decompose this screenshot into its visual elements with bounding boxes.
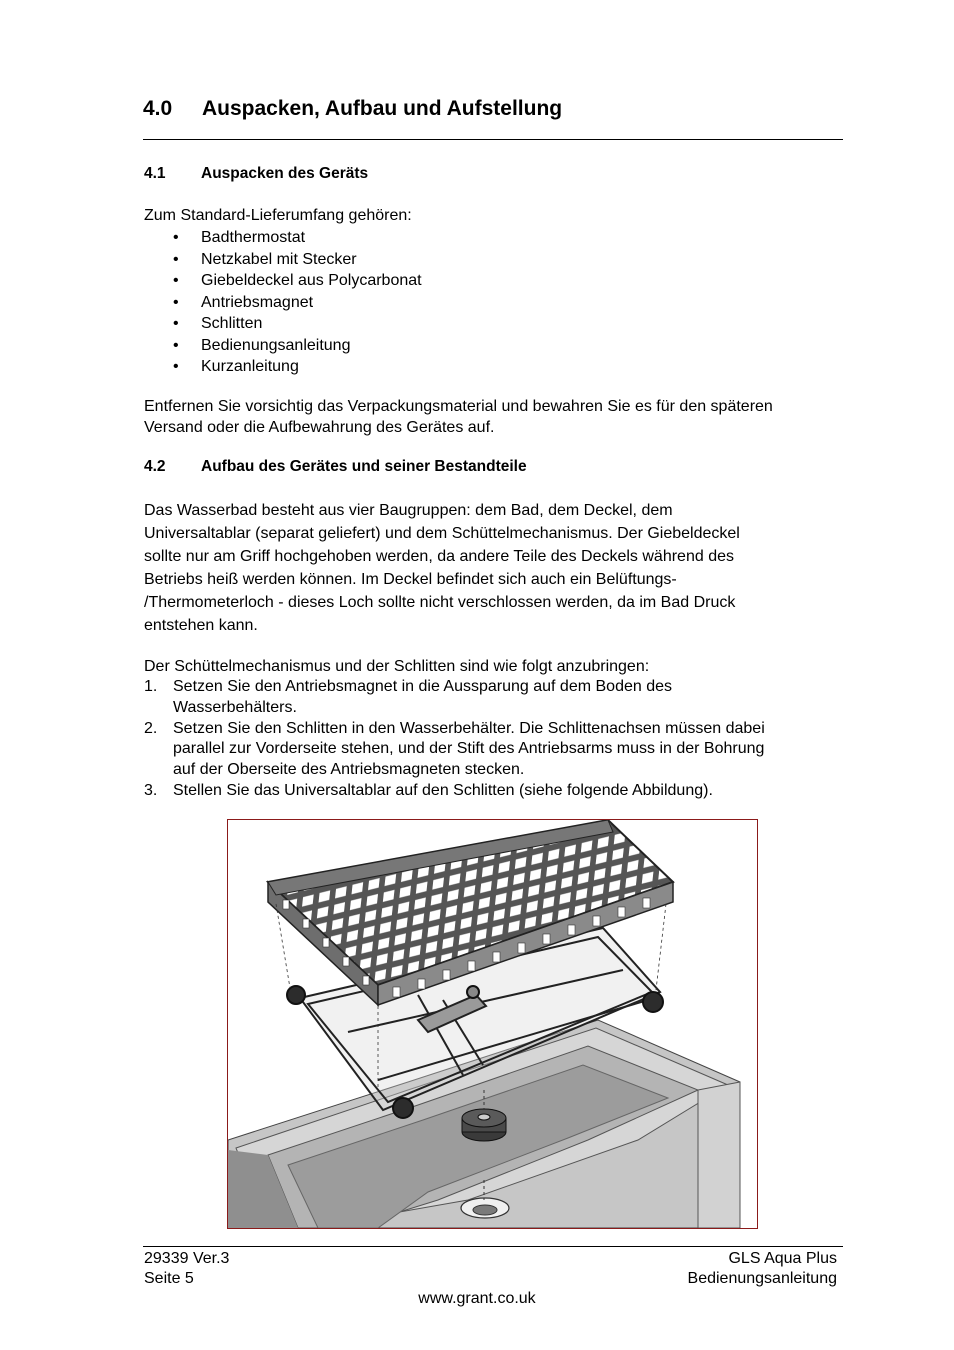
list-item: • Antriebsmagnet [173,293,314,311]
unpack-note: Entfernen Sie vorsichtig das Verpackungsmaterial und bewahren Sie es für den späteren Versand oder die Aufbewahrung des Gerätes auf. [144,398,773,436]
assembly-illustration [227,819,758,1229]
list-item: • Badthermostat [173,229,306,246]
section-number: 4.1 [144,165,166,182]
step-item: 3. Stellen Sie das Universaltablar auf den Schlitten (siehe folgende Abbildung). [144,781,713,799]
section-heading-4-1 [144,165,368,183]
chapter-number: 4.0 [143,97,173,120]
section-heading-4-2 [144,458,527,476]
steps-intro: Der Schüttelmechanismus und der Schlitten sind wie folgt anzubringen: [144,658,650,675]
step-item: 1. Setzen Sie den Antriebsmagnet in die Aussparung auf dem Boden des Wasserbehälters. [144,678,673,716]
scope-intro: Zum Standard-Lieferumfang gehören: [144,207,412,224]
assembly-steps [144,677,853,802]
footer-rule [143,1246,843,1247]
section-title: Aufbau des Gerätes und seiner Bestandteile [201,458,527,475]
chapter-heading [143,97,562,121]
list-item: • Giebeldeckel aus Polycarbonat [173,272,422,289]
assembly-paragraph: Das Wasserbad besteht aus vier Baugruppen: dem Bad, dem Deckel, dem Universaltablar (separat geliefert) und dem Schüttelmechanismus. Der Giebeldeckel sollte nur am Griff hochgehoben werden, da andere Teile des Deckels während des Betriebs heiß werden können. Im Deckel befindet sich auch ein Belüftungs- /Thermometerloch - dieses Loch sollte nicht verschlossen werden, da im Bad Druck entstehen kann. [144,502,740,634]
page-number: Seite 5 [144,1270,194,1287]
document-type: Bedienungsanleitung [687,1270,837,1287]
footer-left [144,1249,229,1289]
list-item: • Kurzanleitung [173,358,299,375]
section-title: Auspacken des Geräts [201,165,369,182]
product-name: GLS Aqua Plus [728,1250,837,1267]
step-item: 2. Setzen Sie den Schlitten in den Wasserbehälter. Die Schlittenachsen müssen dabei parallel zur Vorderseite stehen, und der Stift des Antriebsarms muss in der Bohrung auf der Oberseite des Antriebsmagneten stecken. [144,719,765,779]
heading-rule [143,139,843,140]
list-item: • Schlitten [173,315,263,332]
list-item: • Netzkabel mit Stecker [173,250,357,268]
doc-number: 29339 Ver.3 [144,1250,230,1267]
exploded-view-drawing [228,820,757,1228]
list-item: • Bedienungsanleitung [173,336,351,354]
website-link[interactable]: www.grant.co.uk [418,1290,536,1307]
chapter-title: Auspacken, Aufbau und Aufstellung [202,97,563,120]
delivery-list [144,227,422,378]
section-number: 4.2 [144,458,166,475]
footer-right [688,1249,837,1289]
